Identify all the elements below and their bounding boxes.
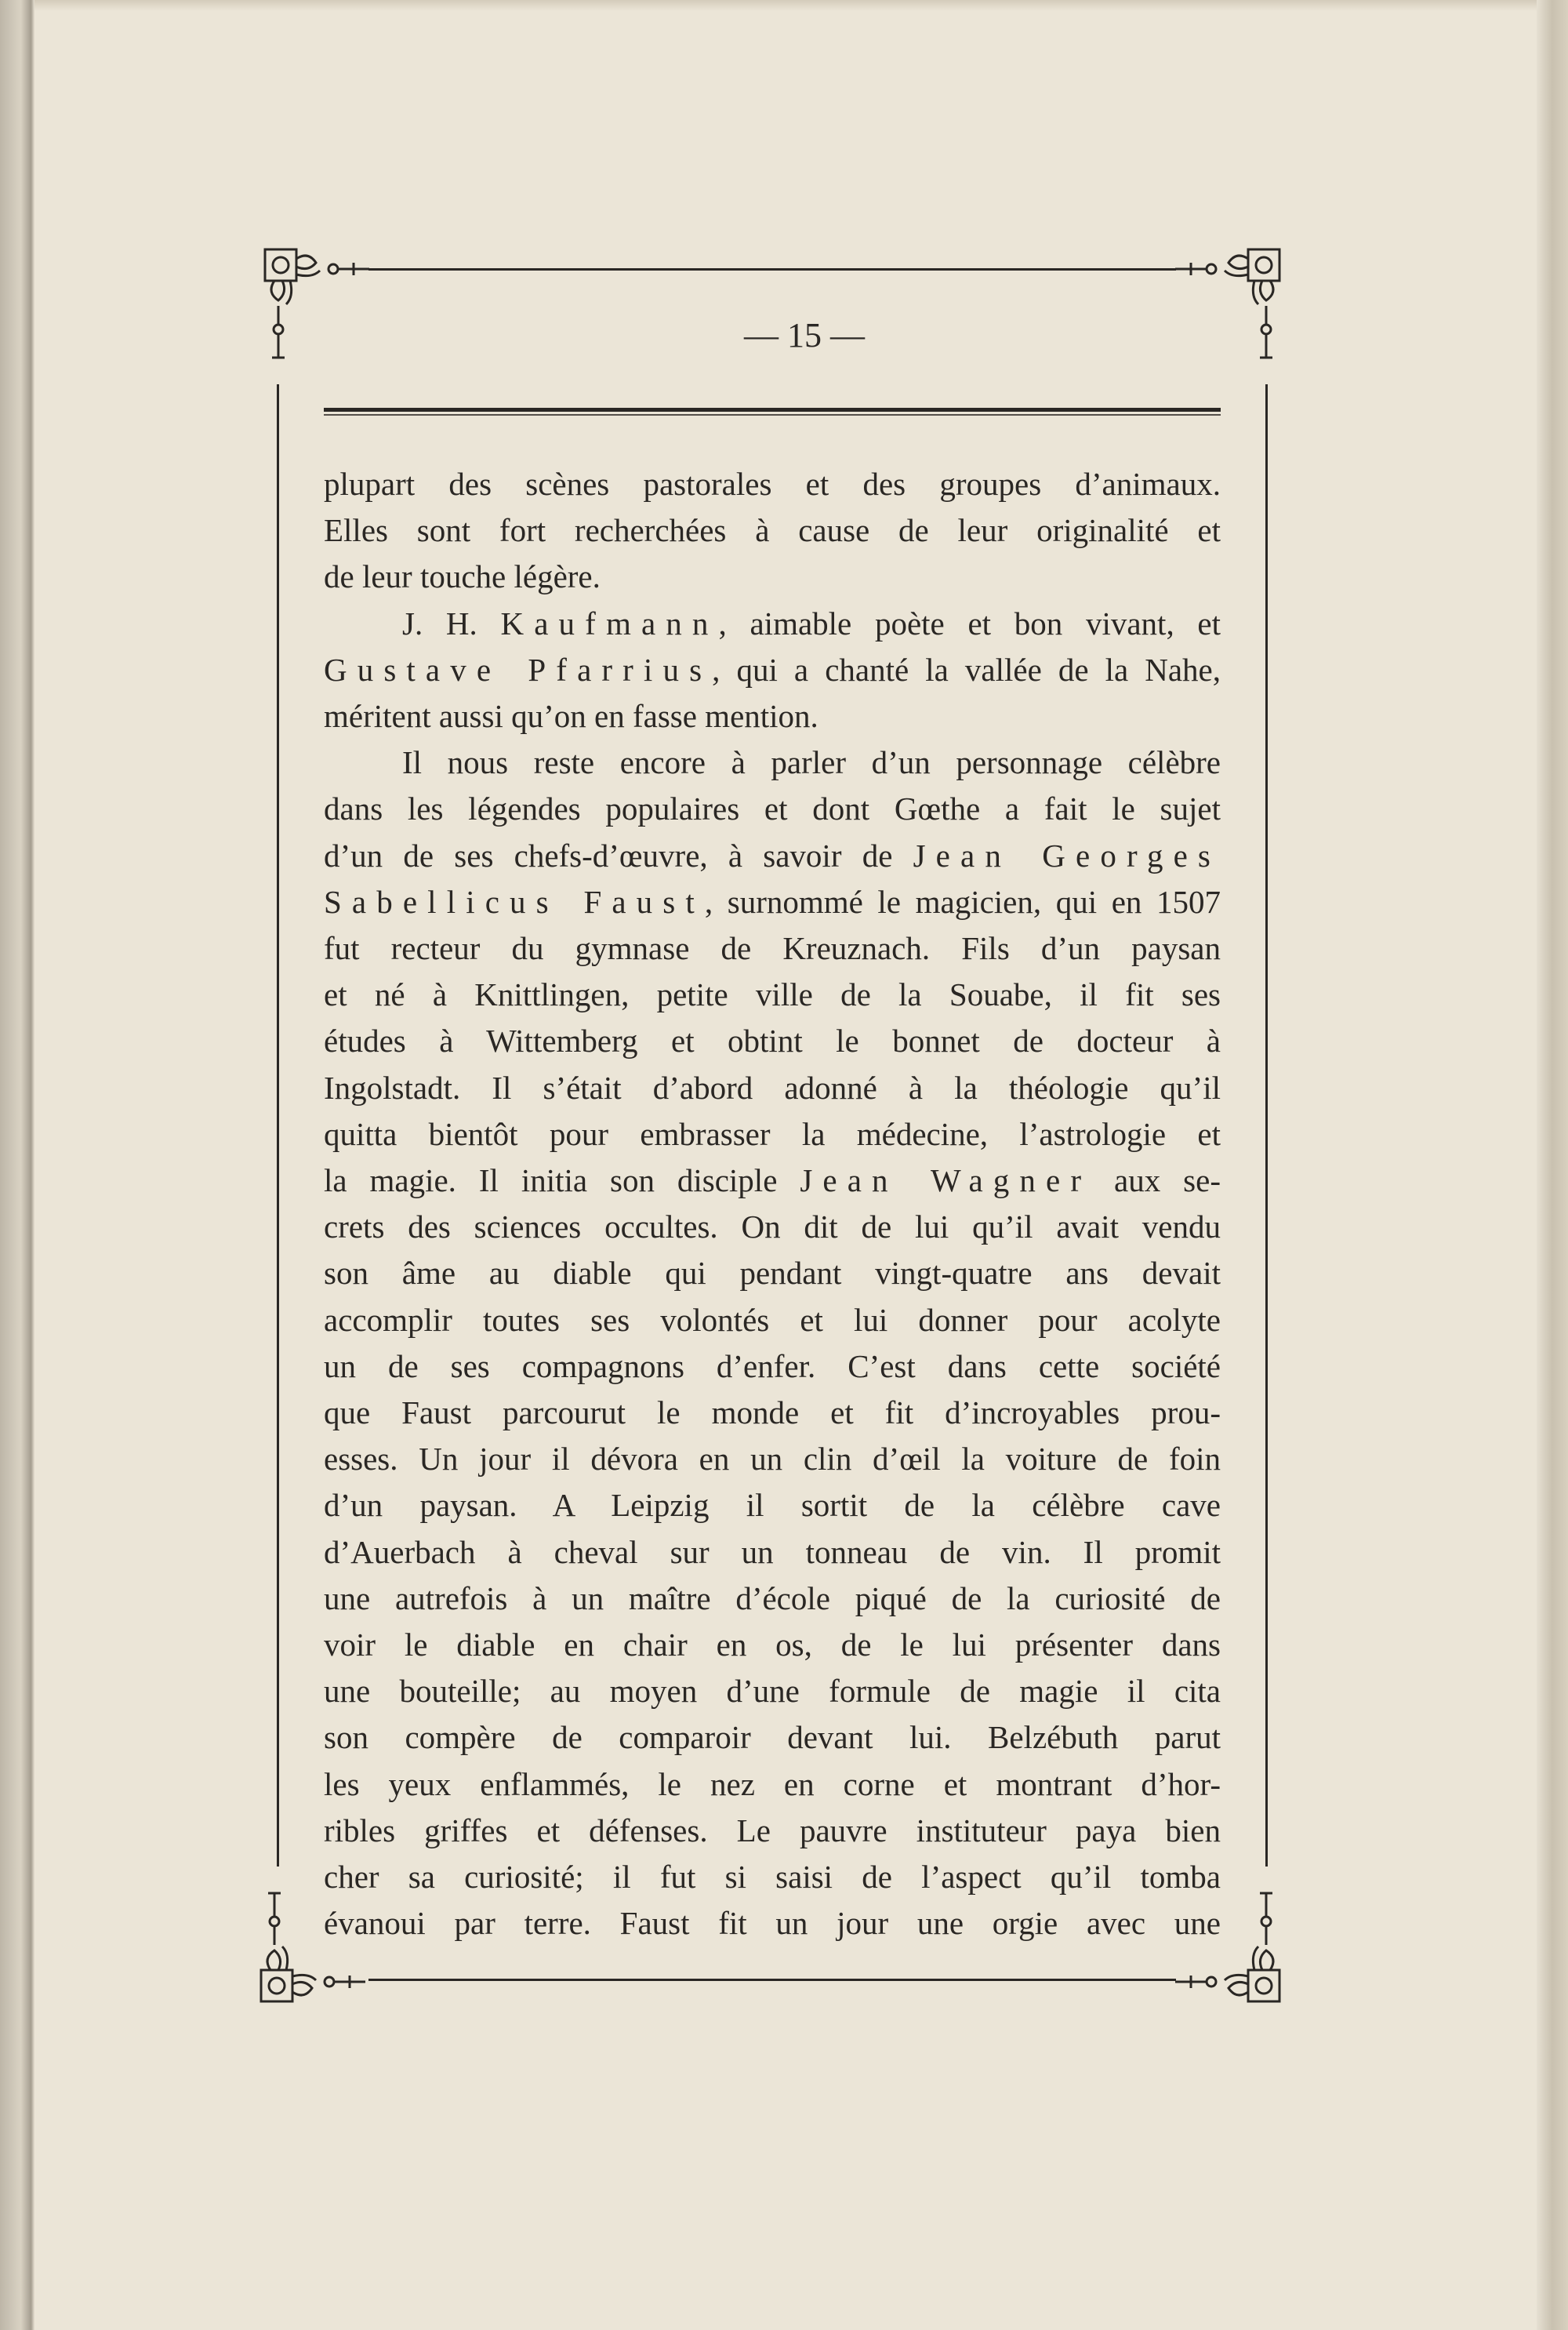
text-segment: son compère de comparoir devant lui. Belzébuth parut	[324, 1719, 1221, 1756]
text-line	[324, 1900, 1221, 1947]
text-segment: aux se-	[1091, 1162, 1221, 1198]
page-top-edge	[0, 0, 1568, 11]
page-number: — 15 —	[744, 316, 865, 354]
text-segment: une autrefois à un maître d’école piqué de la curiosité de	[324, 1579, 1221, 1616]
frame-top-line	[368, 268, 1176, 271]
text-segment: dans les légendes populaires et dont Gœthe a fait le sujet	[324, 791, 1221, 827]
text-line	[324, 647, 1221, 693]
text-line	[324, 972, 1221, 1018]
text-line	[324, 879, 1221, 925]
text-segment: voir le diable en chair en os, de le lui présenter dans	[324, 1627, 1221, 1663]
text-line	[324, 1018, 1221, 1064]
text-segment: quitta bientôt pour embrasser la médecine, l’astrologie et	[324, 1115, 1221, 1152]
text-segment: fut recteur du gymnase de Kreuznach. Fils d’un paysan	[324, 930, 1221, 966]
text-segment: un de ses compagnons d’enfer. C’est dans cette société	[324, 1347, 1221, 1384]
text-line	[324, 1250, 1221, 1296]
text-line	[324, 1158, 1221, 1204]
frame-left-line	[277, 384, 279, 1867]
text-segment: de leur touche légère.	[324, 558, 601, 595]
text-line	[324, 1808, 1221, 1854]
text-segment: d’un paysan. A Leipzig il sortit de la célèbre cave	[324, 1487, 1221, 1524]
text-line	[324, 1343, 1221, 1390]
text-segment: les yeux enflammés, le nez en corne et montrant d’hor-	[324, 1765, 1221, 1802]
text-line	[402, 740, 1221, 786]
text-segment: Il nous reste encore à parler d’un personnage célèbre	[402, 744, 1221, 781]
text-segment: et né à Knittlingen, petite ville de la Souabe, il fit ses	[324, 976, 1221, 1013]
frame-bottom-line	[368, 1979, 1176, 1981]
text-segment: méritent aussi qu’on en fasse mention.	[324, 698, 818, 734]
text-line	[324, 1204, 1221, 1250]
text-line	[402, 601, 1221, 647]
text-segment: Ingolstadt. Il s’était d’abord adonné à la théologie qu’il	[324, 1069, 1221, 1106]
text-segment: Elles sont fort recherchées à cause de leur originalité et	[324, 512, 1221, 549]
header-double-rule	[324, 408, 1221, 412]
text-segment: que Faust parcourut le monde et fit d’incroyables prou-	[324, 1394, 1221, 1430]
text-line	[324, 1111, 1221, 1158]
header-double-rule-thin	[324, 414, 1221, 416]
spaced-name: Jean Wagner	[800, 1162, 1092, 1198]
text-line	[324, 1482, 1221, 1528]
text-segment: d’Auerbach à cheval sur un tonneau de vin. Il promit	[324, 1533, 1221, 1570]
text-line	[324, 1065, 1221, 1111]
spaced-name: Jean Georges	[913, 837, 1221, 874]
text-line	[324, 1714, 1221, 1761]
text-line	[324, 554, 1221, 600]
text-segment: une bouteille; au moyen d’une formule de magie il cita	[324, 1673, 1221, 1710]
text-line	[324, 1576, 1221, 1622]
text-line	[324, 1529, 1221, 1576]
text-segment: d’un de ses chefs-d’œuvre, à savoir de	[324, 837, 913, 874]
text-segment: études à Wittemberg et obtint le bonnet de docteur à	[324, 1023, 1221, 1060]
spaced-name: Kaufmann	[500, 605, 719, 642]
text-line	[324, 1761, 1221, 1808]
text-segment: ribles griffes et défenses. Le pauvre instituteur paya bien	[324, 1812, 1221, 1848]
text-line	[324, 833, 1221, 879]
text-line	[324, 1297, 1221, 1343]
spaced-name: Sabellicus Faust	[324, 883, 705, 920]
text-segment: cher sa curiosité; il fut si saisi de l’aspect qu’il tomba	[324, 1859, 1221, 1895]
text-line	[324, 507, 1221, 554]
text-segment: J. H.	[402, 605, 501, 642]
text-line	[324, 1390, 1221, 1436]
text-line	[324, 461, 1221, 507]
text-line	[324, 1436, 1221, 1482]
text-line	[324, 1622, 1221, 1668]
text-line	[324, 1668, 1221, 1714]
text-line	[324, 693, 1221, 740]
text-segment: esses. Un jour il dévora en un clin d’œil la voiture de foin	[324, 1441, 1221, 1478]
text-segment: la magie. Il initia son disciple	[324, 1162, 800, 1198]
text-line	[324, 1854, 1221, 1900]
text-segment: évanoui par terre. Faust fit un jour une orgie avec une	[324, 1905, 1221, 1942]
text-segment: crets des sciences occultes. On dit de lui qu’il avait vendu	[324, 1209, 1221, 1245]
text-line	[324, 786, 1221, 832]
text-segment: plupart des scènes pastorales et des groupes d’animaux.	[324, 466, 1221, 502]
text-segment: , qui a chanté la vallée de la Nahe,	[712, 651, 1221, 688]
frame-right-line	[1265, 384, 1268, 1867]
text-line	[324, 925, 1221, 972]
text-segment: accomplir toutes ses volontés et lui donner pour acolyte	[324, 1301, 1221, 1338]
text-segment: son âme au diable qui pendant vingt-quatre ans devait	[324, 1255, 1221, 1292]
text-segment: , surnommé le magicien, qui en 1507	[704, 883, 1221, 920]
text-segment: , aimable poète et bon vivant, et	[718, 605, 1221, 642]
spaced-name: Gustave Pfarrius	[324, 651, 713, 688]
